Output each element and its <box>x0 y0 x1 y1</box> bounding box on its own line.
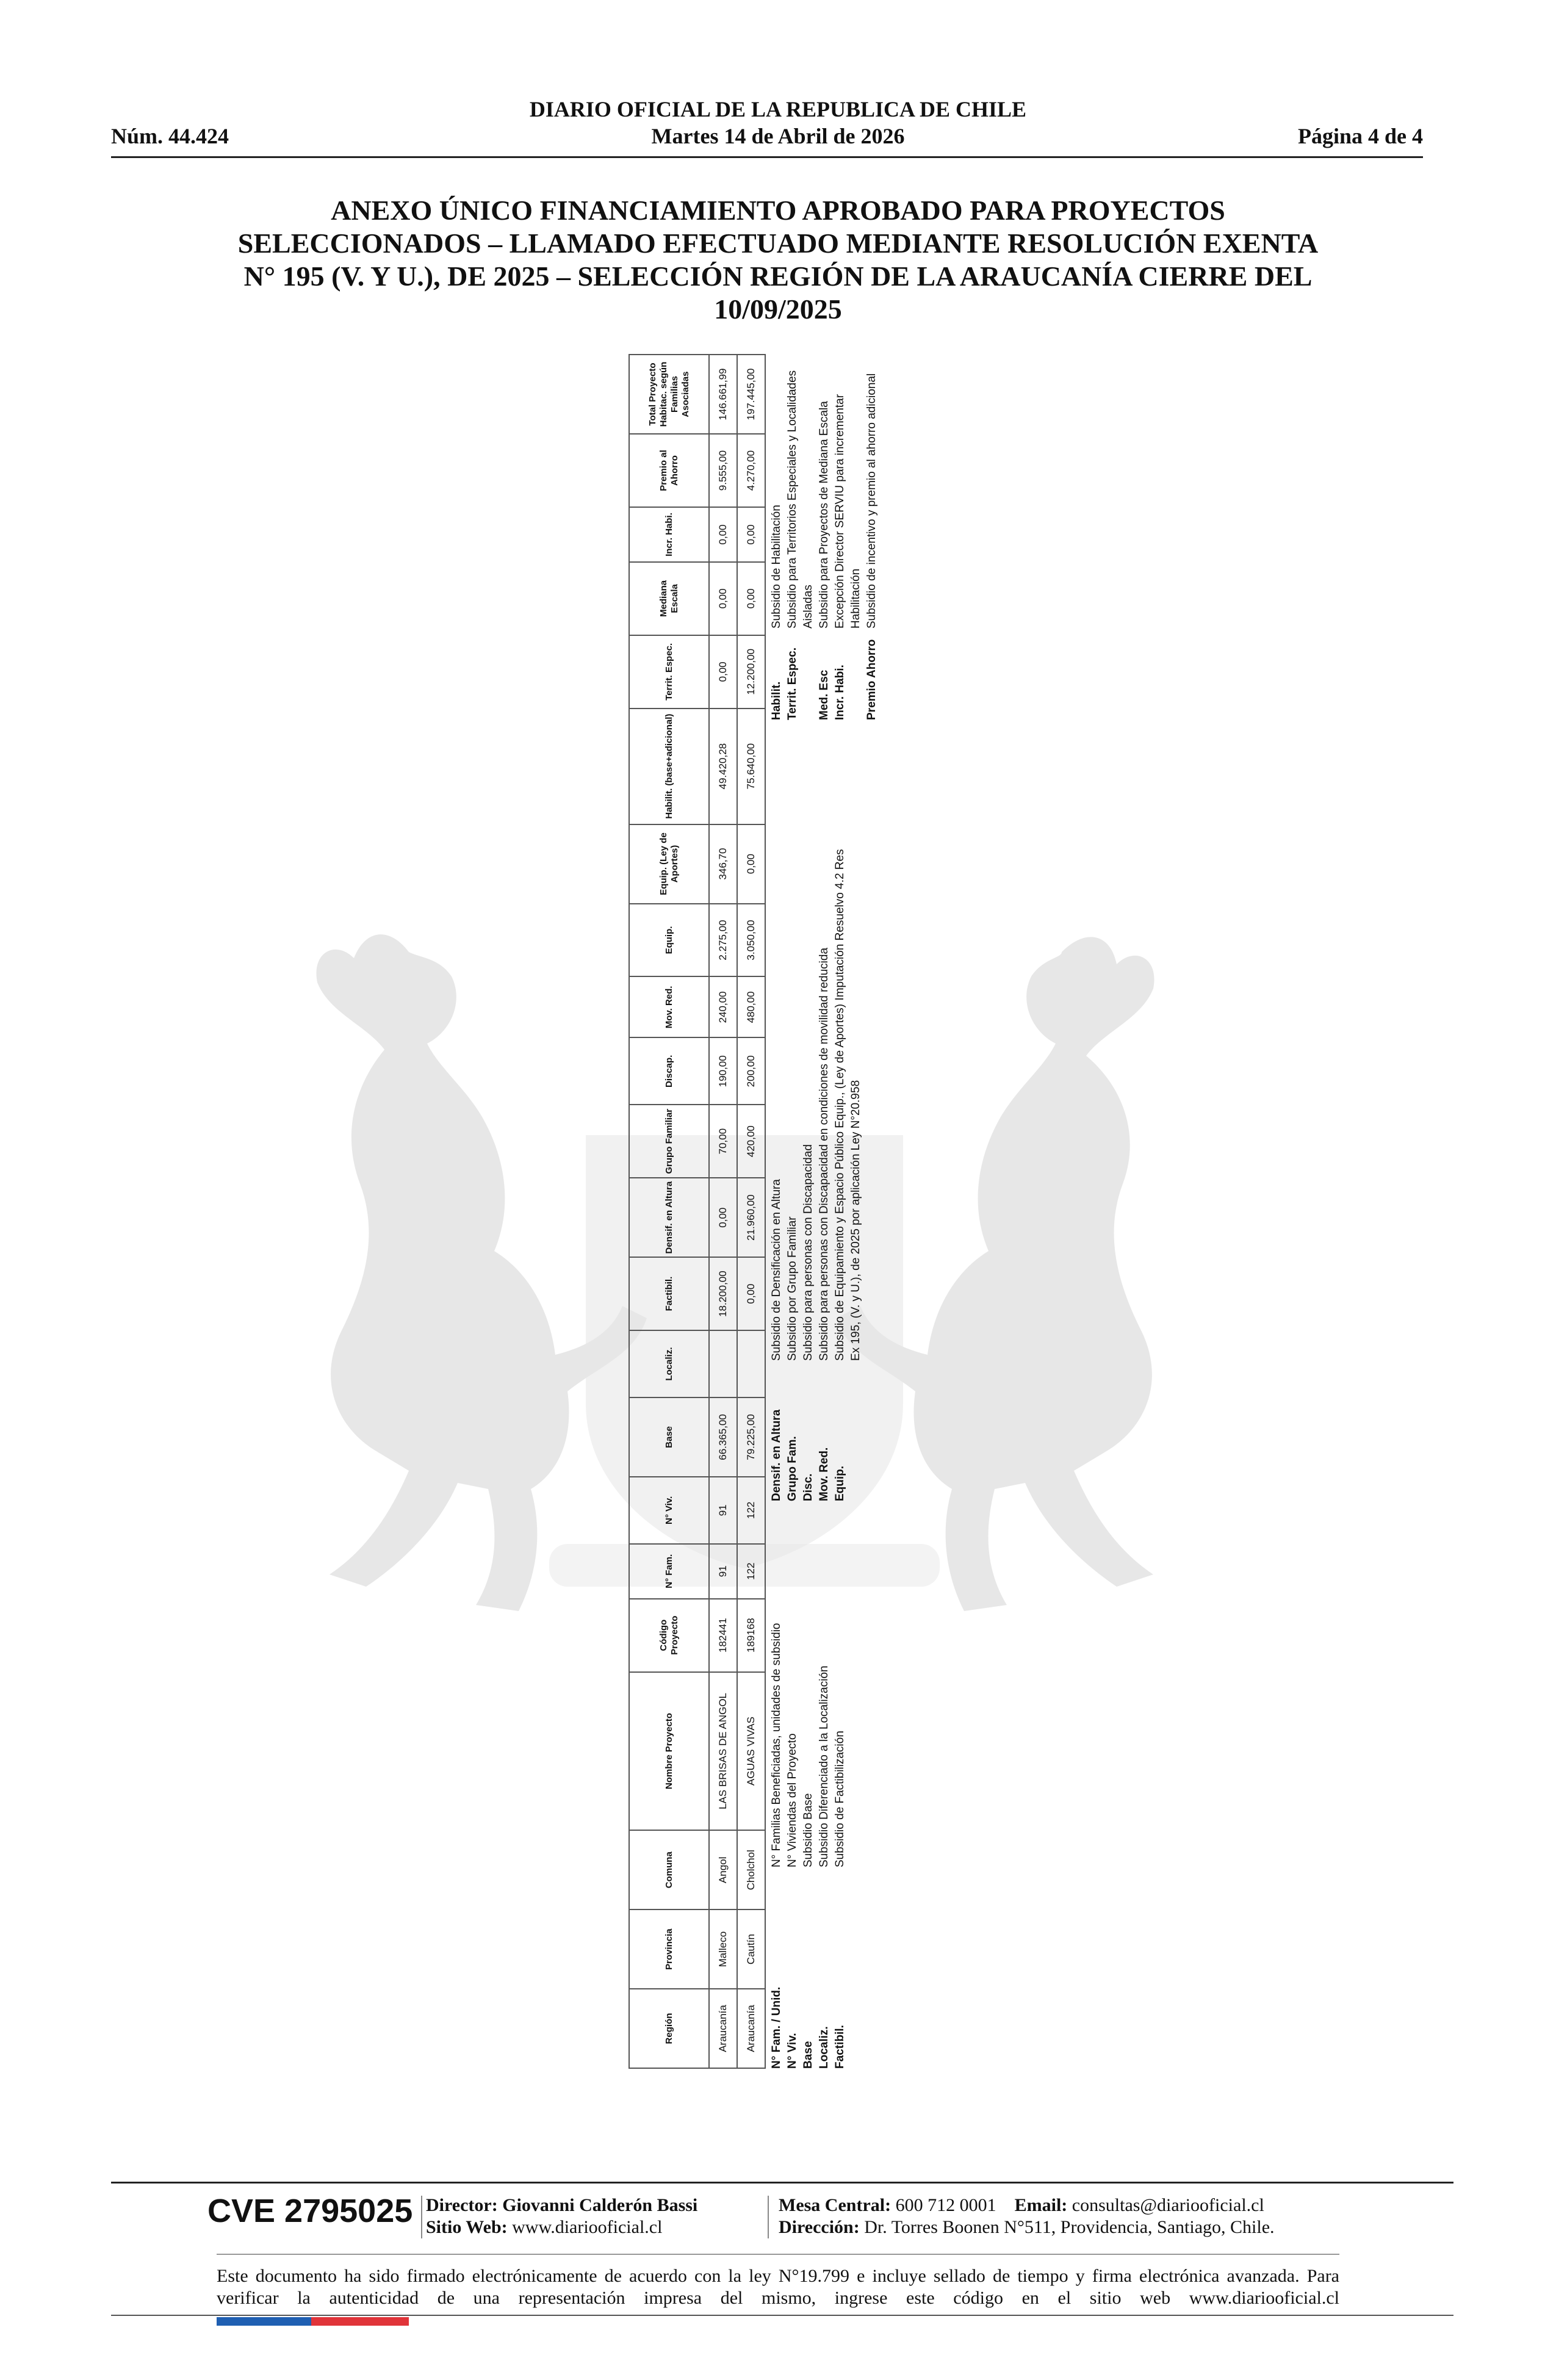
table-cell: 182441 <box>709 1599 737 1672</box>
director-label: Director: <box>426 2195 498 2215</box>
legend-key: Med. Esc <box>818 669 830 720</box>
annex-title-line-2: SELECCIONADOS – LLAMADO EFECTUADO MEDIANTE RESOLUCIÓN EXENTA <box>237 228 1319 259</box>
table-cell: 4.270,00 <box>737 434 765 507</box>
table-cell: AGUAS VIVAS <box>737 1672 765 1831</box>
director-name: Giovanni Calderón Bassi <box>502 2195 698 2215</box>
table-cell: 0,00 <box>737 824 765 904</box>
column-header: Localiz. <box>629 1330 709 1397</box>
legend-entry <box>785 842 801 1501</box>
column-header: Grupo Familiar <box>629 1105 709 1178</box>
legend-column-3 <box>769 354 880 720</box>
table-cell: 91 <box>709 1477 737 1544</box>
table-cell: 2.275,00 <box>709 904 737 977</box>
column-header: Total Proyecto Habitac. según Familias Asociadas <box>629 355 709 434</box>
legend-key: Incr. Habi. <box>834 665 846 720</box>
table-cell: 0,00 <box>737 507 765 562</box>
phone-number: 600 712 0001 <box>895 2195 996 2215</box>
table-cell: 420,00 <box>737 1105 765 1178</box>
legend-entry <box>769 842 785 1501</box>
legend-value: Subsidio para personas con Discapacidad en condiciones de movilidad reducida <box>818 947 830 1361</box>
legend-value: N° Familias Beneficiadas, unidades de subsidio <box>770 1623 783 1867</box>
column-header: Premio al Ahorro <box>629 434 709 507</box>
table-cell: 480,00 <box>737 976 765 1037</box>
legend-key: N° Fam. / Unid. <box>770 1986 783 2069</box>
table-cell: 122 <box>737 1477 765 1544</box>
annex-title-line-1: ANEXO ÚNICO FINANCIAMIENTO APROBADO PARA PROYECTOS <box>331 195 1225 226</box>
legend-value: Subsidio para Territorios Especiales y Localidades Aisladas <box>786 370 815 629</box>
table-header-row <box>629 355 709 2068</box>
table-cell: 70,00 <box>709 1105 737 1178</box>
legend-value: Subsidio Diferenciado a la Localización <box>818 1665 830 1867</box>
column-header: Factibil. <box>629 1257 709 1330</box>
footer-bottom-divider <box>111 2315 1453 2316</box>
legend-key: Factibil. <box>834 2025 846 2069</box>
table-cell: 0,00 <box>709 1178 737 1257</box>
legend-value: Subsidio de Equipamiento y Espacio Público Equip., (Ley de Aportes) Imputación Resuelvo 4.2 Res Ex 195, (V. y U.), de 2025 por aplicación Ley N°20.958 <box>834 849 862 1361</box>
cve-code: CVE 2795025 <box>207 2193 413 2229</box>
legend-entry <box>769 354 785 720</box>
footer-separator <box>768 2196 769 2238</box>
table-cell: 146.661,99 <box>709 355 737 434</box>
legend-key: Disc. <box>802 1473 815 1501</box>
table-cell: 0,00 <box>709 507 737 562</box>
legend-entry <box>816 842 832 1501</box>
legend-key: Territ. Espec. <box>786 647 799 720</box>
legend-key: N° Viv. <box>786 2033 799 2069</box>
table-cell: Cholchol <box>737 1830 765 1909</box>
issue-number: Núm. 44.424 <box>111 124 229 148</box>
legend-entry <box>801 842 816 1501</box>
table-cell: 66.365,00 <box>709 1397 737 1477</box>
legend-key: Habilit. <box>770 681 783 720</box>
column-header: Discap. <box>629 1037 709 1105</box>
legend-column-2 <box>769 842 864 1501</box>
table-cell <box>709 1330 737 1397</box>
table-cell: 91 <box>709 1544 737 1599</box>
phone-label: Mesa Central: <box>779 2195 891 2215</box>
column-header: Comuna <box>629 1830 709 1909</box>
website-label: Sitio Web: <box>426 2217 508 2237</box>
table-cell: 3.050,00 <box>737 904 765 977</box>
table-row <box>737 355 765 2068</box>
column-header: Equip. <box>629 904 709 977</box>
table-cell: 189168 <box>737 1599 765 1672</box>
flag-stripe-red <box>311 2317 409 2326</box>
column-header: Incr. Habi. <box>629 507 709 562</box>
column-header: Provincia <box>629 1909 709 1989</box>
table-cell: 21.960,00 <box>737 1178 765 1257</box>
legend-value: Subsidio de incentivo y premio al ahorro adicional <box>865 373 878 629</box>
footer-divider <box>217 2254 1339 2255</box>
column-header: Mov. Red. <box>629 976 709 1037</box>
column-header: Base <box>629 1397 709 1477</box>
footer-contact-block <box>779 2194 1275 2238</box>
table-cell: 190,00 <box>709 1037 737 1105</box>
email-label: Email: <box>1014 2195 1068 2215</box>
legend-value: Subsidio por Grupo Familiar <box>786 1216 799 1361</box>
rotated-table-area <box>629 354 1556 2069</box>
email-link[interactable]: consultas@diariooficial.cl <box>1072 2195 1264 2215</box>
legend-value: Subsidio para Proyectos de Mediana Escala <box>818 401 830 629</box>
annex-title-line-3: N° 195 (V. Y U.), DE 2025 – SELECCIÓN REGIÓN DE LA ARAUCANÍA CIERRE DEL <box>243 261 1313 292</box>
address-text: Dr. Torres Boonen N°511, Providencia, Santiago, Chile. <box>864 2217 1275 2237</box>
table-cell: 79.225,00 <box>737 1397 765 1477</box>
legend-entry <box>816 1532 832 2069</box>
table-cell: 75.640,00 <box>737 709 765 824</box>
header-divider <box>111 156 1423 158</box>
table-cell: 197.445,00 <box>737 355 765 434</box>
column-header: Habilit. (base+adicional) <box>629 709 709 824</box>
table-cell: LAS BRISAS DE ANGOL <box>709 1672 737 1831</box>
legend-key: Base <box>802 2041 815 2069</box>
legend-entry <box>832 1532 848 2069</box>
legend-entry <box>832 354 864 720</box>
annex-title <box>183 194 1373 326</box>
table-cell: 0,00 <box>709 562 737 635</box>
signature-disclaimer: Este documento ha sido firmado electrónicamente de acuerdo con la ley N°19.799 e incluye sellado de tiempo y firma electrónica avanzada. Para verificar la autenticidad de una representación impresa del mismo, ingrese este código en el sitio web www.diariooficial.cl <box>217 2266 1339 2308</box>
legend-value: Subsidio de Habilitación <box>770 505 783 629</box>
financing-table <box>629 354 766 2069</box>
footer-director-block <box>426 2194 697 2238</box>
column-header: Densif. en Altura <box>629 1178 709 1257</box>
legend-value: Subsidio Base <box>802 1793 815 1867</box>
legend-value: N° Viviendas del Proyecto <box>786 1733 799 1867</box>
legend-entry <box>785 1532 801 2069</box>
table-cell: 49.420,28 <box>709 709 737 824</box>
legend-value: Subsidio de Factibilización <box>834 1731 846 1867</box>
address-label: Dirección: <box>779 2217 860 2237</box>
table-cell: Angol <box>709 1830 737 1909</box>
table-cell <box>737 1330 765 1397</box>
legend-entry <box>864 354 880 720</box>
table-cell: 122 <box>737 1544 765 1599</box>
table-cell: 9.555,00 <box>709 434 737 507</box>
legend-key: Grupo Fam. <box>786 1436 799 1501</box>
footer-divider <box>111 2182 1453 2183</box>
table-cell: 0,00 <box>737 562 765 635</box>
legend-value: Subsidio para personas con Discapacidad <box>802 1144 815 1361</box>
newspaper-title: DIARIO OFICIAL DE LA REPUBLICA DE CHILE <box>529 97 1027 121</box>
legend-value: Excepción Director SERVIU para incrementar Habilitación <box>834 394 862 629</box>
legend-key: Equip. <box>834 1465 846 1501</box>
column-header: Código Proyecto <box>629 1599 709 1672</box>
legend-key: Premio Ahorro <box>865 639 878 720</box>
table-cell: 12.200,00 <box>737 635 765 709</box>
table-cell: Malleco <box>709 1909 737 1989</box>
column-header: Equip. (Ley de Aportes) <box>629 824 709 904</box>
legend-key: Localiz. <box>818 2026 830 2069</box>
table-cell: Cautín <box>737 1909 765 1989</box>
legend-key: Densif. en Altura <box>770 1409 783 1501</box>
footer-separator <box>421 2196 422 2238</box>
column-header: Territ. Espec. <box>629 635 709 709</box>
column-header: Nombre Proyecto <box>629 1672 709 1831</box>
table-cell: 18.200,00 <box>709 1257 737 1330</box>
legend-entry <box>785 354 816 720</box>
legend-key: Mov. Red. <box>818 1447 830 1501</box>
column-header: Mediana Escala <box>629 562 709 635</box>
table-cell: 0,00 <box>709 635 737 709</box>
table-cell: Araucanía <box>737 1989 765 2068</box>
legend-column-1 <box>769 1532 848 2069</box>
table-cell: 0,00 <box>737 1257 765 1330</box>
website-link[interactable]: www.diariooficial.cl <box>512 2217 663 2237</box>
flag-stripe-blue <box>217 2317 311 2326</box>
legend-entry <box>769 1532 785 2069</box>
table-row <box>709 355 737 2068</box>
page-indicator: Página 4 de 4 <box>1297 124 1423 148</box>
issue-date: Martes 14 de Abril de 2026 <box>651 124 905 148</box>
column-header: N° Viv. <box>629 1477 709 1544</box>
table-cell: 240,00 <box>709 976 737 1037</box>
table-cell: 346,70 <box>709 824 737 904</box>
annex-title-line-4: 10/09/2025 <box>714 294 842 325</box>
legend-value: Subsidio de Densificación en Altura <box>770 1179 783 1361</box>
legend-entry <box>801 1532 816 2069</box>
legend-entry <box>816 354 832 720</box>
column-header: Región <box>629 1989 709 2068</box>
table-cell: Araucanía <box>709 1989 737 2068</box>
table-cell: 200,00 <box>737 1037 765 1105</box>
legend-entry <box>832 842 864 1501</box>
column-header: N° Fam. <box>629 1544 709 1599</box>
rotated-content <box>629 354 1556 2069</box>
